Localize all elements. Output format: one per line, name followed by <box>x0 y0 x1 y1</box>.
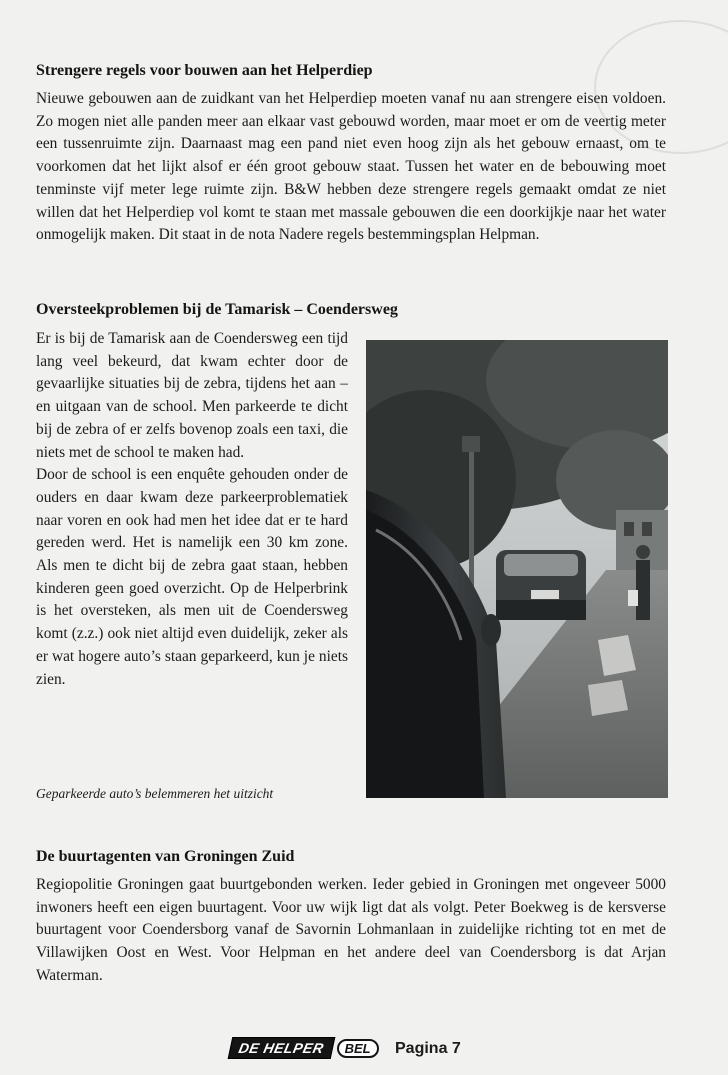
street-photo <box>366 340 668 798</box>
logo-bel-text: BEL <box>337 1039 379 1058</box>
section-title-oversteek: Oversteekproblemen bij de Tamarisk – Coendersweg <box>36 301 398 318</box>
section-body-buurtagenten <box>36 874 666 988</box>
section-body-oversteek <box>36 328 348 691</box>
paragraph-oversteek-1: Er is bij de Tamarisk aan de Coendersweg een tijd lang veel bekeurd, dat kwam echter door de gevaarlijke situaties bij de zebra, tijdens het aan – en uitgaan van de school. Men parkeerde te dicht bij de zebra of er zelfs bovenop zoals een taxi, die niets met de school te maken had. <box>36 330 348 461</box>
helperbel-logo <box>230 1037 379 1059</box>
page-number: Pagina 7 <box>395 1040 461 1057</box>
section-body-helperdiep <box>36 88 666 247</box>
paragraph-oversteek-2: Door de school is een enquête gehouden onder de ouders en daar kwam deze parkeerproblematiek naar voren en ook had men het idee dat er te hard gereden werd. Het is namelijk een 30 km zone. Als men te dicht bij de zebra gaat staan, hebben kinderen geen goed overzicht. Op de Helperbrink is het oversteken, als men uit de Coendersweg komt (z.z.) ook niet altijd even duidelijk, zeker als er wat hogere auto’s staan geparkeerd, kun je niets zien. <box>36 466 348 688</box>
photo-caption: Geparkeerde auto’s belemmeren het uitzicht <box>36 786 274 801</box>
logo-main-text: DE HELPER <box>228 1037 335 1059</box>
section-title-buurtagenten: De buurtagenten van Groningen Zuid <box>36 848 295 865</box>
street-photo-graphic <box>366 340 668 798</box>
paragraph-buurtagenten: Regiopolitie Groningen gaat buurtgebonden werken. Ieder gebied in Groningen met ongeveer 5000 inwoners heeft een eigen buurtagent. Voor uw wijk ligt dat als volgt. Peter Boekweg is de kersverse buurtagent voor Coendersborg vanaf de Savornin Lohmanlaan in zuidelijke richting tot en met de Villawijken Oost en West. Voor Helpman en het andere deel van Coendersborg is dat Arjan Waterman. <box>36 876 666 984</box>
section-title-helperdiep: Strengere regels voor bouwen aan het Helperdiep <box>36 62 373 79</box>
paragraph-helperdiep: Nieuwe gebouwen aan de zuidkant van het Helperdiep moeten vanaf nu aan strengere eisen voldoen. Zo mogen niet alle panden meer aan elkaar vast gebouwd worden, maar moet er om de veertig meter een tussenruimte zijn. Daarnaast mag een pand niet even hoog zijn als het gebouw ernaast, om te voorkomen dat het lijkt alsof er één groot gebouw staat. Tussen het water en de bebouwing moet tenminste vijf meter lege ruimte zijn. B&W hebben deze strengere regels gemaakt omdat ze niet willen dat het Helperdiep vol komt te staan met massale gebouwen die een doorkijkje naar het water onmogelijk maken. Dit staat in de nota Nadere regels bestemmingsplan Helpman. <box>36 90 666 244</box>
